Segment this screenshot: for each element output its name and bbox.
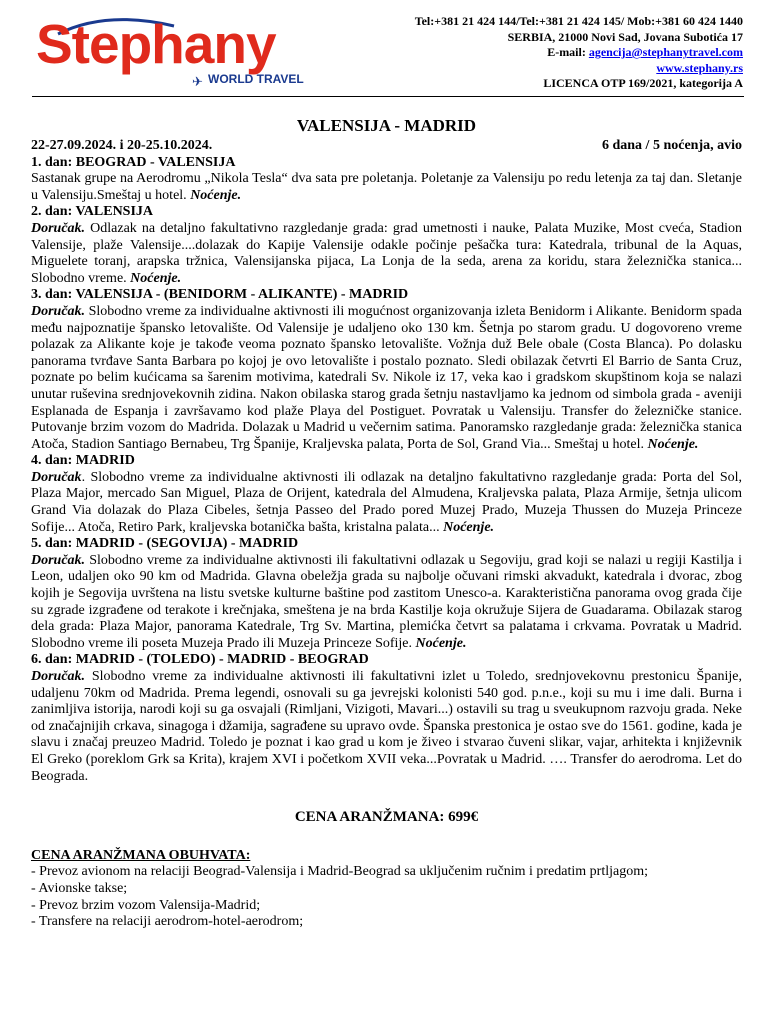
logo-wordmark: Stephany (36, 13, 276, 75)
day-section (31, 536, 742, 652)
day-end: Noćenje. (130, 270, 182, 286)
price-heading: CENA ARANŽMANA: 699€ (294, 809, 479, 826)
day-heading: 4. dan: MADRID (31, 453, 135, 469)
page-title: VALENSIJA - MADRID (296, 116, 477, 135)
day-text: Slobodno vreme za individualne aktivnosti ili mogućnost organizovanja izleta Benidorm i Alikante. Benidorm spada među najpoznatije špansko letovalište. Od Valensije je udaljeno oko 130 km. Šetnja po starom gradu. U dogovoreno vreme polazak za Alikante koje je takođe veoma poznato špansko letovalište. Vožnja duž Bele obale (Costa Blanca). Po dolasku panorama tvrđave Santa Barbara po kojoj je ovo letovalište i postalo poznato. Sledi obilazak četvrti El Barrio de Santa Cruz, poznate po belim kućicama sa šarenim motivima, katedrali Sv. Nikole iz 17, veka kao i gradskom skupštinom koja se nalazi unutar ruševina srednjovekovnih zidina. Nakon obilaska starog grada šetnju nastavljamo ka jednom od simbola grada - aveniji Esplanada de Espanja i završavamo kod plaže Playa del Postiguet. Povratak u Valensiju. Transfer do železničke stanice. Putovanje brzim vozom do Madrida. Dolazak u Madrid u večernim satima. Panoramsko razgledanje grada: železnička stanica Atoča, Stadion Santiago Bernabeu, Trg Španije, Kraljevska palata, Porta de Sol, Grand Via... Smeštaj u hotel. (31, 303, 742, 452)
day-description (31, 669, 742, 785)
header-divider (32, 96, 744, 97)
list-item: - Prevoz avionom na relaciji Beograd-Valensija i Madrid-Beograd sa uključenim ručnim i predatim prtljagom; (31, 864, 648, 880)
trip-dates: 22-27.09.2024. i 20-25.10.2024. (31, 138, 213, 153)
list-item: - Transfere na relaciji aerodrom-hotel-aerodrom; (31, 914, 304, 930)
website-link[interactable]: www.stephany.rs (656, 60, 743, 75)
day-heading: 3. dan: VALENSIJA - (BENIDORM - ALIKANTE) - MADRID (31, 287, 409, 303)
includes-heading: CENA ARANŽMANA OBUHVATA: (31, 847, 251, 863)
day-end: Noćenje. (443, 519, 495, 535)
email-link[interactable]: agencija@stephanytravel.com (588, 45, 743, 59)
company-logo (36, 10, 336, 90)
day-end: Noćenje. (415, 635, 467, 651)
day-text: Slobodno vreme za individualne aktivnosti ili fakultativni odlazak u Segoviju, grad koji se nalazi u regiji Kastilja i Leon, udaljen oko 90 km od Madrida. Glavna obeležja grada su najbolje očuvani rimski akvadukt, katedrala i dvorac, zbog kojih je Segovija uvrštena na listu svetske kulturne baštine pod zastitom Unesco-a. Karakteristična panorama ovog grada čije su zgrade izgrađene od terakote i krečnjaka, smeštena je na brda Kastilje koja okružuje Sijera de Guadarama. Obilazak starog dela grada: Plaza Major, panorama Katedrale, Trg Sv. Martina, plemićka četvrt sa palatama i crkvama. Povratak u Madrid. Slobodno vreme ili poseta Muzeja Prado ili Muzeja Princeze Sofije. (31, 552, 742, 651)
day-lead: Doručak. (31, 220, 86, 236)
day-heading: 5. dan: MADRID - (SEGOVIJA) - MADRID (31, 536, 299, 552)
logo-subtitle: WORLD TRAVEL (208, 72, 304, 86)
day-text: Sastanak grupe na Aerodromu „Nikola Tesla“ dva sata pre poletanja. Poletanje za Valensiju po redu letenja za taj dan. Sletanje u Valensiju.Smeštaj u hotel. (31, 171, 742, 203)
day-section (31, 652, 742, 785)
email-label: E-mail: (547, 45, 589, 59)
day-end: Noćenje. (647, 436, 699, 452)
day-lead: Doručak. (31, 303, 86, 319)
day-end: Noćenje. (190, 187, 242, 203)
itinerary-document (31, 116, 742, 931)
contact-phones: Tel:+381 21 424 144/Tel:+381 21 424 145/ Mob:+381 60 424 1440 (414, 14, 743, 28)
day-description (31, 304, 742, 453)
contact-email (415, 45, 743, 61)
letterhead (0, 0, 768, 100)
day-lead: Doručak. (31, 669, 86, 684)
day-section (31, 155, 742, 205)
day-heading: 2. dan: VALENSIJA (31, 204, 154, 220)
list-item: - Prevoz brzim vozom Valensija-Madrid; (31, 897, 261, 913)
day-section (31, 453, 742, 536)
day-lead: Doručak (31, 469, 82, 485)
day-description (31, 470, 742, 536)
contact-website (415, 61, 743, 77)
day-heading: 1. dan: BEOGRAD - VALENSIJA (31, 154, 236, 170)
day-text: . Slobodno vreme za individualne aktivnosti ili odlazak na detaljno fakultativno razgledanje grada: Porta del Sol, Plaza Major, mercado San Miguel, Plaza de Orijent, katedrala del Almudena, Kraljevska palata, Plaza Armije, šetnja ulicom Grand Via dolazak do Plaza Cibeles, šetnja Passeo del Prado pored Muzej Prado, Muzeja Thussen do Muzeja Princeze Sofije... Atoča, Retiro Park, kraljevska botanička bašta, kristalna palata... (31, 469, 742, 535)
day-section (31, 287, 742, 453)
license-text: LICENCA OTP 169/2021, kategorija A (543, 76, 743, 90)
day-description (31, 221, 742, 287)
list-item: - Avionske takse; (31, 880, 128, 896)
contact-block (415, 14, 743, 92)
includes-list (31, 864, 742, 930)
trip-meta (31, 138, 742, 155)
day-description (31, 171, 742, 204)
day-text: Odlazak na detaljno fakultativno razgledanje grada: grad umetnosti i nauke, Palata Muzike, Most cveća, Stadion Valensije, plaže Valensije....dolazak do Kapije Valensije odakle počinje pešačka tura: Katedrala, tribunal de la Aquas, Miguelete toranj, arapska tržnica, Valensijanska pijaca, La Lonja de la seda, arena za koridu, stara železnička stanica... Slobodno vreme. (31, 220, 742, 286)
day-description (31, 553, 742, 653)
day-lead: Doručak. (31, 552, 86, 568)
day-heading: 6. dan: MADRID - (TOLEDO) - MADRID - BEOGRAD (31, 652, 369, 668)
contact-address: SERBIA, 21000 Novi Sad, Jovana Subotića 17 (507, 29, 743, 44)
day-section (31, 204, 742, 287)
trip-duration: 6 dana / 5 noćenja, avio (601, 138, 742, 153)
day-text: Slobodno vreme za individualne aktivnosti ili fakultativni izlet u Toledo, srednjovekovnu prestonicu Španije, udaljenu 70km od Madrida. Prema legendi, osnovali su ga jevrejski kolonisti 540 god. p.n.e., koji su mu i ime dali. Burna i zanimljiva istorija, narodi koji su ga osvajali (Rimljani, Vizigoti, Mavari...) ostavili su trag u sveukupnom razvoju grada. Neke od značajnijih crkava, sinagoga i džamija, sagrađene su upravo ovde. Španska prestonica je ostao sve do 1561. godine, kada je slavu i značaj preuzeo Madrid. Toledo je poznat i kao grad u kom je živeo i stvarao čuveni slikar, vajar, arhitekta i književnik El Greko (poreklom Grk sa Krita), krajem XVI i početkom XVII veka...Povratak u Madrid. …. Transfer do aerodroma. Let do Beograda. (31, 669, 742, 784)
airplane-icon: ✈ (192, 74, 203, 89)
